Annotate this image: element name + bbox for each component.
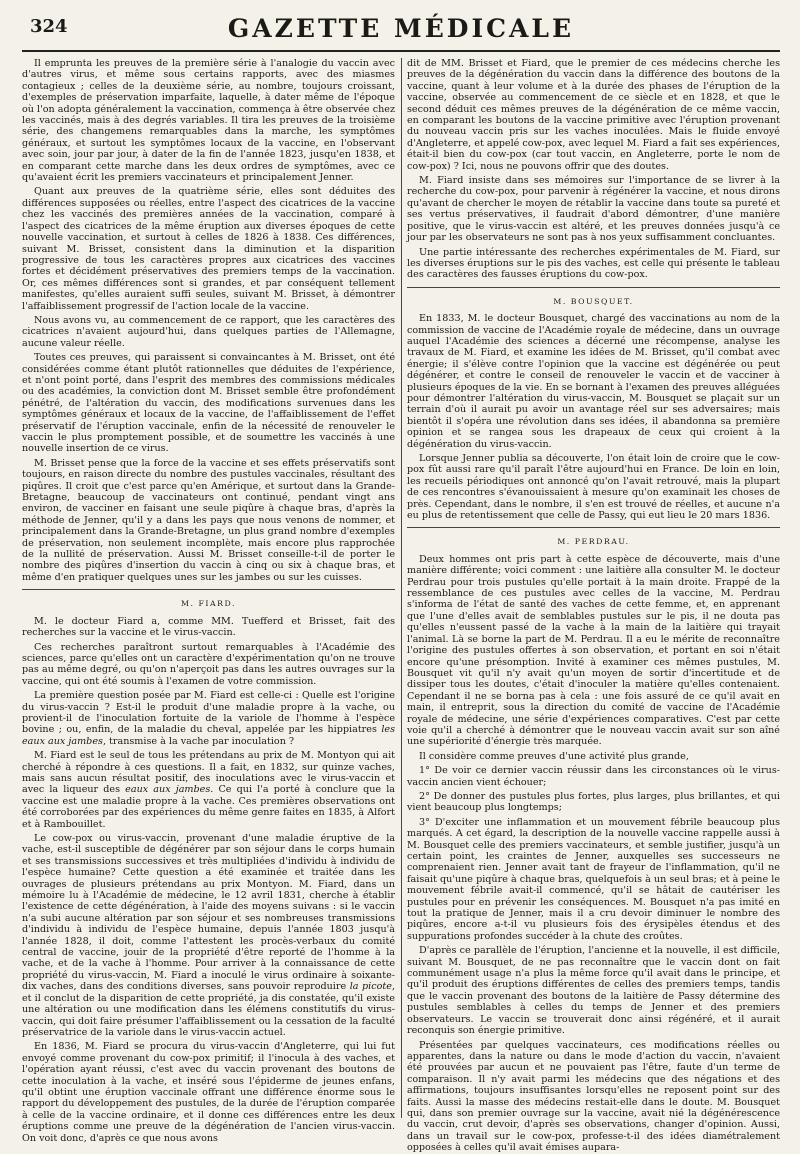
paragraph: Il emprunta les preuves de la première série à l'analogie du vaccin avec d'autres virus, et même sous certains rapports, avec des miasmes contagieux ; celles de la deuxième série, au nombre, toujours croissant, d'exemples de préservation imparfaite, laquelle, à dater même de l'époque où l'on adopta généralement la vaccination, commença à être observée chez les vaccinés, mais à des degrés variables. Il tira les preuves de la troisième série, des changemens remarquables dans la marche, les symptômes généraux, et surtout les symptômes locaux de la vaccine, en l'observant avec soin, jour par jour, à dater de la fin de l'année 1823, jusqu'en 1838, et en comparant cette marche dans les deux ordres de symptômes, avec ce qu'avaient écrit les premiers vaccinateurs et principalement Jenner.	[22, 58, 395, 184]
right-column	[407, 58, 780, 1154]
section-title-perdrau: M. PERDRAU.	[557, 537, 630, 547]
header-rule	[22, 50, 780, 52]
paragraph: 1° De voir ce dernier vaccin réussir dans les circonstances où le virus-vaccin ancien vient échouer;	[407, 765, 780, 788]
paragraph: Présentées par quelques vaccinateurs, ces modifications réelles ou apparentes, dans la nature ou dans le mode d'action du vaccin, n'avaient été prouvées par aucun et ne pouvaient pas l'être, faute d'un terme de comparaison. Il n'y avait parmi les médecins que des négations et des affirmations, toujours insuffisantes lorsqu'elles ne reposent point sur des faits. Aussi la masse des médecins restait-elle dans le doute. M. Bousquet qui, dans son premier ouvrage sur la vaccine, avait nié la dégénérescence du vaccin, crut devoir, d'après ses observations, changer d'opinion. Aussi, dans un travail sur le cow-pox, professe-t-il des idées diamétralement opposées à celles qu'il avait émises aupara-	[407, 1039, 780, 1154]
left-column	[22, 58, 395, 1144]
paragraph: Deux hommes ont pris part à cette espèce de découverte, mais d'une manière différente; voici comment : une laitière alla consulter M. le docteur Perdrau pour trois pustules qu'elle portait à la main droite. Frappé de la ressemblance de ces pustules avec celles de la vaccine, M. Perdrau s'informa de l'état de santé des vaches de cette femme, et, en apprenant que l'une d'elles avait de semblables pustules sur le pis, il ne douta pas qu'elles n'eussent passé de la vache à la main de la laitière qui trayait l'animal. Là se borne la part de M. Perdrau. Il a eu le mérite de reconnaître l'origine des pustules offertes à son observation, et portant en soi n'était encore qu'une présomption. Invité à examiner ces mêmes pustules, M. Bousquet vit qu'il n'y avait qu'un moyen de sortir d'incertitude et de dissiper tous les doutes, c'était d'inoculer la matière qu'elles contenaient. Cependant il ne se borna pas à cela : une fois assuré de ce qu'il avait en main, il entreprit, sous la direction du comité de vaccine de l'Académie royale de médecine, une série d'expériences comparatives. C'est par cette voie qu'il a cherché à démontrer que le nouveau vaccin avait sur son aîné une supériorité d'énergie très marquée.	[407, 553, 780, 748]
paragraph: 2° De donner des pustules plus fortes, plus larges, plus brillantes, et qui vient beaucoup plus longtemps;	[407, 790, 780, 814]
paragraph: En 1833, M. le docteur Bousquet, chargé des vaccinations au nom de la commission de vaccine de l'Académie royale de médecine, dans un ouvrage auquel l'Académie des sciences a décerné une récompense, analyse les travaux de M. Fiard, et examine les idées de M. Brisset, qu'il combat avec énergie; il s'élève contre l'opinion que la vaccine est dégénérée ou peut dégénérer, et contre le conseil de renouveler le vaccin et de vacciner à plusieurs époques de la vie. En se bornant à l'examen des preuves alléguées pour démontrer l'altération du virus-vaccin, M. Bousquet se plaçait sur un terrain d'où il aurait pu avoir un avantage réel sur ses adversaires; mais bientôt il s'opéra une révolution dans ses idées, il abandonna sa première opinion et se rangea sous les drapeaux de ceux qui croient à la dégénération du virus-vaccin.	[407, 313, 780, 450]
paragraph: Il considère comme preuves d'une activité plus grande,	[419, 750, 689, 762]
page-header	[22, 14, 780, 48]
italic-term: les eaux aux jambes	[22, 724, 395, 747]
text-run: , et il conclut de la disparition de cette propriété, ja dis constatée, qu'il existe une altération ou une modification dans les élémens constitutifs du virus-vaccin, qui doit faire présumer l'affaiblissement ou la cessation de la faculté préservatrice de la variole dans le virus-vaccin actuel.	[22, 981, 395, 1038]
paragraph	[22, 690, 395, 747]
paragraph: Quant aux preuves de la quatrième série, elles sont déduites des différences supposées ou réelles, entre l'aspect des cicatrices de la vaccine chez les vaccinés des premières années de la vaccination, comparé à l'aspect des cicatrices de la même éruption aux diverses époques de cette nouvelle vaccination, et surtout à celles de 1826 à 1838. Ces différences, suivant M. Brisset, consistent dans la diminution et la disparition progressive de tous les caractères propres aux cicatrices des vaccines fortes et décidément préservatives des premiers temps de la vaccination. Or, ces mêmes différences sont si grandes, et par conséquent tellement manifestes, qu'elles auraient suffi seules, suivant M. Brisset, à démontrer l'affaiblissement progressif de l'action locale de la vaccine.	[22, 186, 395, 312]
text-columns	[22, 58, 780, 1154]
paragraph: Toutes ces preuves, qui paraissent si convaincantes à M. Brisset, ont été considérées comme étant plutôt rationnelles que déduites de l'expérience, et n'ont point porté, dans l'esprit des membres des commissions médicales ou des académies, la conviction dont M. Brisset semble être profondément pénétré, de l'altération du vaccin, des modifications survenues dans les symptômes généraux et locaux de la vaccine, de l'affaiblissement de l'effet préservatif de l'éruption vaccinale, enfin de la nécessité de renouveler le vaccin le plus promptement possible, et de soumettre les vaccinés à une nouvelle insertion de ce virus.	[22, 352, 395, 455]
italic-term: eaux aux jambes	[125, 784, 211, 796]
paragraph: En 1836, M. Fiard se procura du virus-vaccin d'Angleterre, qui lui fut envoyé comme provenant du cow-pox primitif; il l'inocula à des vaches, et l'opération ayant réussi, c'est avec du vaccin provenant des boutons de cette inoculation à la vache, et inséré sous l'épiderme de jeunes enfans, qu'il obtint une éruption vaccinale offrant une différence énorme sous le rapport du développement des pustules, de la durée de l'éruption comparée à celle de la vaccine ordinaire, et il donne ces différences entre les deux éruptions comme une preuve de la dégénération de l'ancien virus-vaccin. On voit donc, d'après ce que nous avons	[22, 1041, 395, 1144]
paragraph	[22, 750, 395, 830]
section-title-bousquet: M. BOUSQUET.	[553, 296, 634, 306]
paragraph: Lorsque Jenner publia sa découverte, l'on était loin de croire que le cow-pox fût aussi rare qu'il paraît l'être aujourd'hui en France. De loin en loin, les recueils périodiques ont annoncé qu'on l'avait retrouvé, mais la plupart de ces rencontres s'évanouissaient à mesure qu'on examinait les choses de près. Cependant, dans le nombre, il s'en est trouvé de réelles, et aucune n'a eu plus de retentissement que celle de Passy, qui eut lieu le 20 mars 1836.	[407, 453, 780, 522]
paragraph: M. Fiard insiste dans ses mémoires sur l'importance de se livrer à la recherche du cow-pox, pour parvenir à régénérer la vaccine, et nous dirons qu'avant de chercher le moyen de rétablir la vaccine dans toute sa pureté et ses vertus préservatives, il faudrait d'abord démontrer, d'une manière positive, que le virus-vaccin est altéré, et les preuves données jusqu'à ce jour par les observateurs ne sont pas à nos yeux suffisamment concluantes.	[407, 175, 780, 244]
section-title-fiard: M. FIARD.	[181, 599, 236, 609]
paragraph: Ces recherches paraîtront surtout remarquables à l'Académie des sciences, parce qu'elles ont un caractère d'expérimentation qu'on ne trouve pas au même degré, ou qu'on n'aperçoit pas dans les autres ouvrages sur la vaccine, qui ont été soumis à l'examen de votre commission.	[22, 641, 395, 687]
journal-title: GAZETTE MÉDICALE	[227, 14, 575, 43]
paragraph: dit de MM. Brisset et Fiard, que le premier de ces médecins cherche les preuves de la dégénération du vaccin dans la différence des boutons de la vaccine, quant à leur volume et à la durée des phases de l'éruption de la vaccine, observée au commencement de ce siècle et en 1828, et que le second déduit ces mêmes preuves de la dégénération de ce même vaccin, en comparant les boutons de la vaccine primitive avec l'éruption provenant du nouveau vaccin pris sur les vaches inoculées. Mais le fluide envoyé d'Angleterre, et appelé cow-pox, avec lequel M. Fiard a fait ses expériences, était-il bien du cow-pox (car tout vaccin, en Angleterre, porte le nom de cow-pox) ? Ici, nous ne pouvons offrir que des doutes.	[407, 58, 780, 172]
page-number: 324	[30, 16, 68, 37]
paragraph: M. le docteur Fiard a, comme MM. Tuefferd et Brisset, fait des recherches sur la vaccine et le virus-vaccin.	[22, 615, 395, 639]
paragraph	[22, 833, 395, 1038]
text-run: , transmise à la vache par inoculation ?	[102, 735, 295, 747]
text-run: La première question posée par M. Fiard est celle-ci : Quelle est l'origine du virus-vaccin ? Est-il le produit d'une maladie propre à la vache, ou provient-il de l'inoculation fortuite de la variole de l'homme à l'espèce bovine ; ou, enfin, de la maladie du cheval, appelée par les hippiatres	[22, 690, 395, 736]
paragraph: M. Brisset pense que la force de la vaccine et ses effets préservatifs sont toujours, en raison directe du nombre des pustules vaccinales, résultant des piqûres. Il croit que c'est parce qu'en Amérique, et surtout dans la Grande-Bretagne, beaucoup de vaccinateurs ont continué, pendant vingt ans environ, de vacciner en faisant une seule piqûre à chaque bras, d'après la méthode de Jenner, qu'il y a dans les pays que nous venons de nommer, et principalement dans la Grande-Bretagne, un plus grand nombre d'exemples de préservation, non seulement incomplète, mais encore plus rapprochée de la nullité de préservation. Aussi M. Brisset conseille-t-il de porter le nombre des piqûres d'insertion du vaccin à cinq ou six à chaque bras, et même d'en pratiquer quelques unes sur les jambes ou sur les cuisses.	[22, 457, 395, 583]
text-run: Le cow-pox ou virus-vaccin, provenant d'une maladie éruptive de la vache, est-il susceptible de dégénérer par son séjour dans le corps humain et ses transmissions successives et très multipliées d'individu à individu de l'espèce humaine? Cette question a été examinée et traitée dans les ouvrages de plusieurs prétendans au prix Montyon. M. Fiard, dans un mémoire lu à l'Académie de médecine, le 12 avril 1831, cherche à établir l'existence de cette dégénération, à l'aide des moyens suivans : si le vaccin n'a subi aucune altération par son séjour et ses nombreuses transmissions d'individu à individu de l'espèce humaine, depuis l'année 1803 jusqu'à l'année 1828, il doit, comme l'attestent les procès-verbaux du comité central de vaccine, jouir de la propriété d'être reporté de l'homme à la vache, et de la vache à l'homme. Pour arriver à la connaissance de cette propriété du virus-vaccin, M. Fiard a inoculé le virus ordinaire à soixante-dix vaches, dans des conditions diverses, sans pouvoir reproduire	[22, 833, 395, 993]
italic-term: la picote	[349, 981, 392, 993]
paragraph: Une partie intéressante des recherches expérimentales de M. Fiard, sur les diverses éruptions sur le pis des vaches, est celle qui présente le tableau des caractères des fausses éruptions du cow-pox.	[407, 246, 780, 281]
paragraph: Nous avons vu, au commencement de ce rapport, que les caractères des cicatrices n'avaient aujourd'hui, dans quelques parties de l'Allemagne, aucune valeur réelle.	[22, 314, 395, 349]
paragraph: D'après ce parallèle de l'éruption, l'ancienne et la nouvelle, il est difficile, suivant M. Bousquet, de ne pas reconnaître que le vaccin dont on fait communément usage n'a plus la même force qu'il avait dans le principe, et qu'il produit des éruptions différentes de celles des premiers temps, tandis que le vaccin provenant des boutons de la laitière de Passy détermine des pustules semblables à celles du temps de Jenner et des premiers observateurs. Le vaccin se trouverait donc ainsi régénéré, et il aurait reconquis son énergie primitive.	[407, 945, 780, 1037]
section-rule	[407, 287, 780, 288]
section-rule	[22, 589, 395, 590]
section-rule	[407, 527, 780, 528]
text-run: . Ce qui l'a porté à conclure que la vaccine est une maladie propre à la vache. Ces premières observations ont été corroborées par des expériences du même genre faites en 1835, à Alfort et à Rambouillet.	[22, 784, 395, 830]
paragraph: 3° D'exciter une inflammation et un mouvement fébrile beaucoup plus marqués. A cet égard, la description de la nouvelle vaccine rappelle aussi à M. Bousquet celle des premiers vaccinateurs, et semble justifier, jusqu'à un certain point, les craintes de Jenner, auxquelles ses successeurs ne comprenaient rien. Jenner avait tant de frayeur de l'inflammation, qu'il ne faisait qu'une piqûre à chaque bras, quelquefois à un seul bras; et à peine le mouvement fébrile avait-il commencé, qu'il se hâtait de cautériser les pustules pour en prévenir les conséquences. M. Bousquet n'a pas imité en tout la pratique de Jenner, mais il a cru devoir diminuer le nombre des piqûres, encore a-t-il vu plusieurs fois des érysipèles étendus et des suppurations profondes succéder à la chute des croûtes.	[407, 816, 780, 942]
text-run: M. Fiard est le seul de tous les prétendans au prix de M. Montyon qui ait cherché à répondre à ces questions. Il a fait, en 1832, sur quinze vaches, mais sans aucun résultat positif, des inoculations avec le virus-vaccin et avec la liqueur des	[22, 750, 395, 796]
